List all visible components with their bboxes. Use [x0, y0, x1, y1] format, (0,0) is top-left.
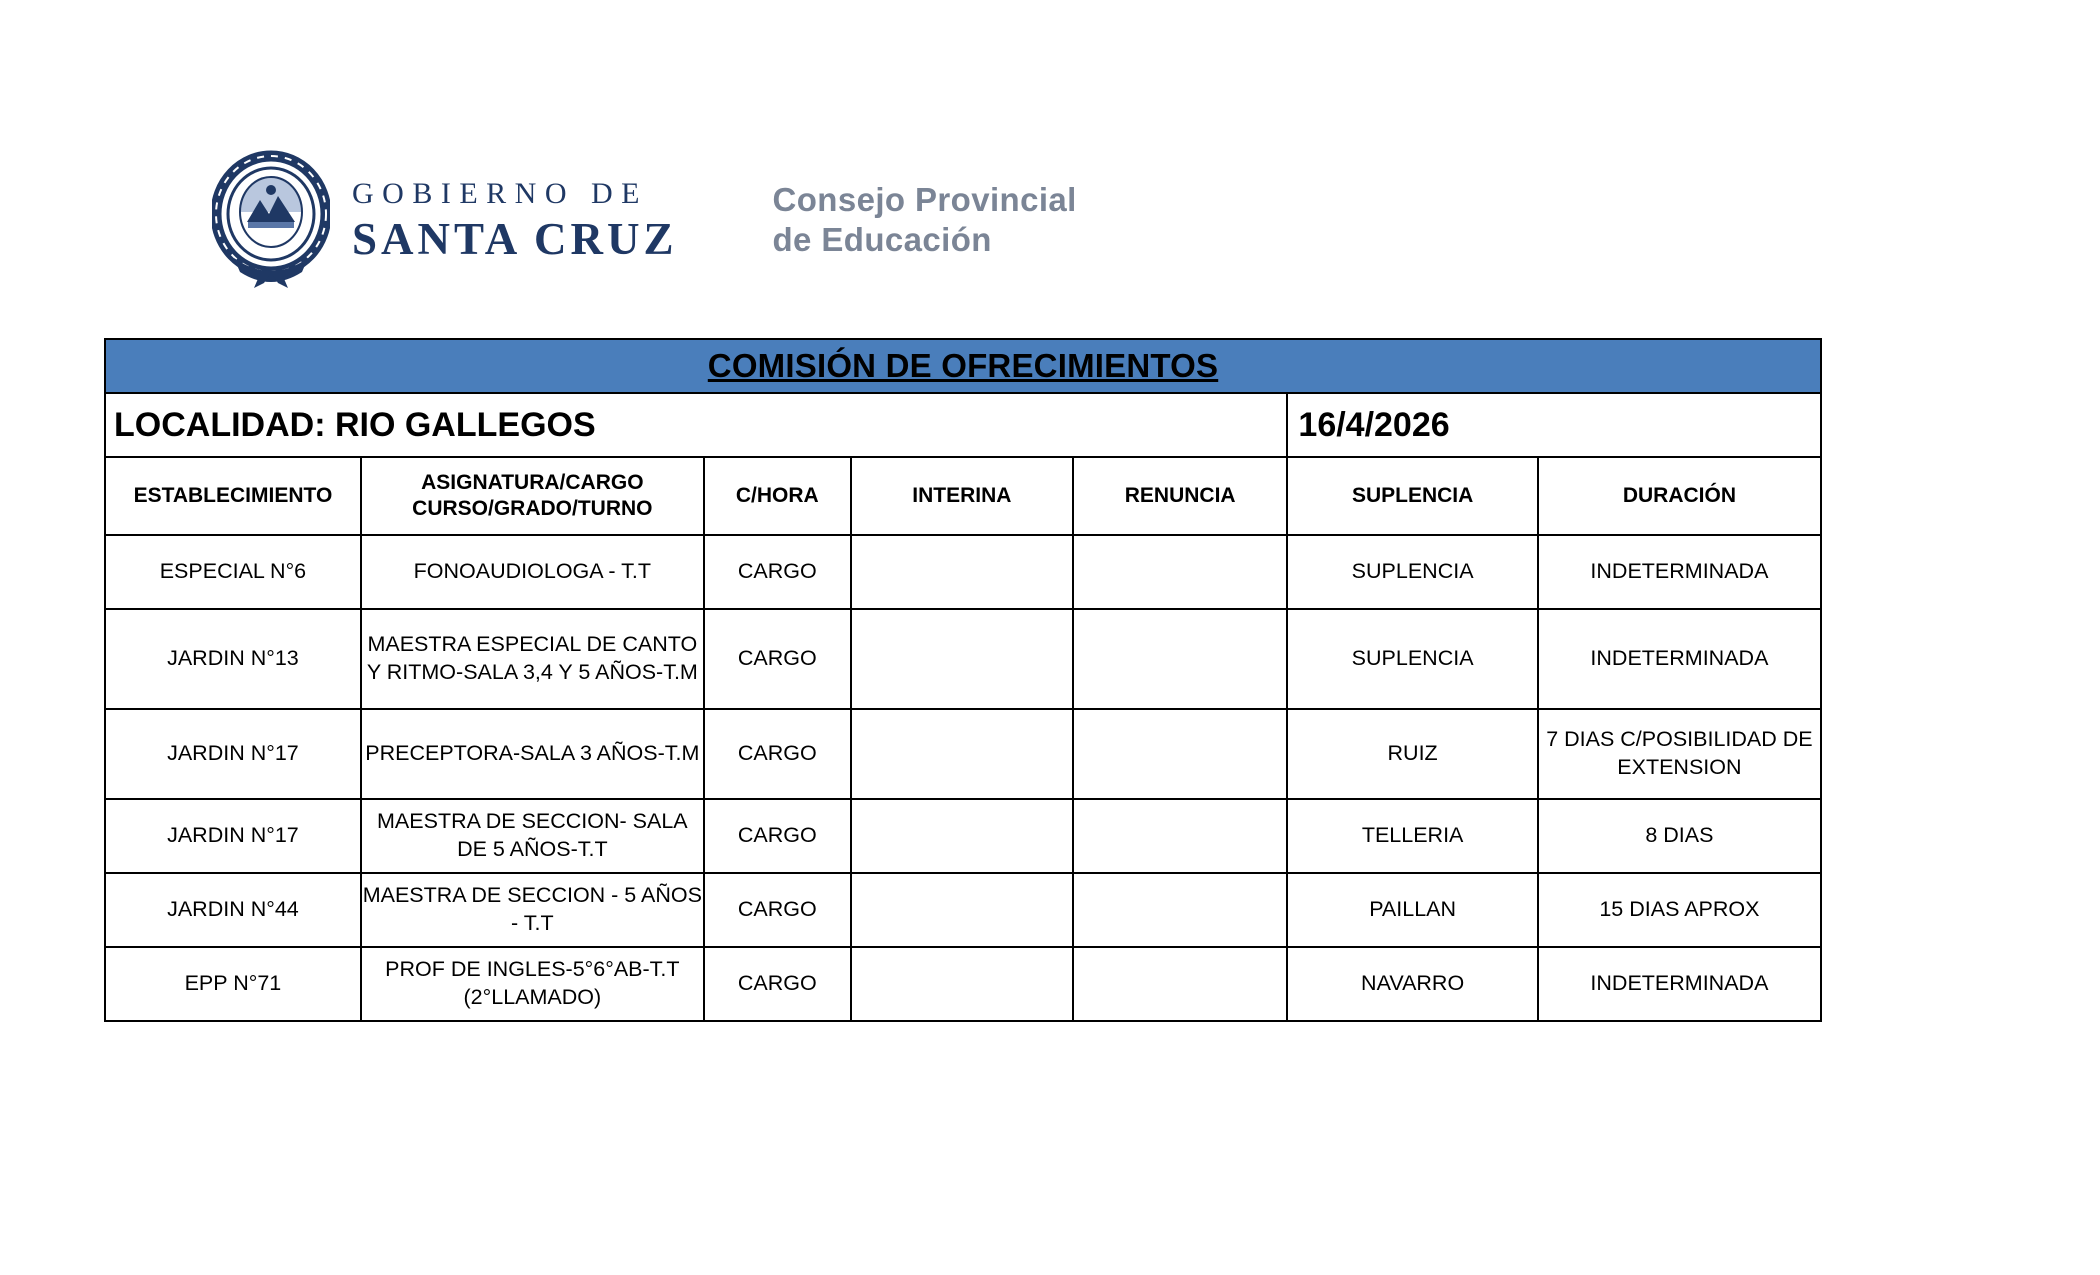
cell-chora: CARGO — [704, 799, 851, 873]
column-header-asignatura-line2: CURSO/GRADO/TURNO — [412, 497, 653, 520]
cell-asignatura: MAESTRA DE SECCION - 5 AÑOS - T.T — [361, 873, 704, 947]
column-header-interina: INTERINA — [851, 457, 1073, 535]
cell-chora: CARGO — [704, 535, 851, 609]
cell-interina — [851, 873, 1073, 947]
cell-asignatura: PRECEPTORA-SALA 3 AÑOS-T.M — [361, 709, 704, 799]
cell-duracion: INDETERMINADA — [1538, 535, 1821, 609]
column-header-duracion: DURACIÓN — [1538, 457, 1821, 535]
cell-interina — [851, 947, 1073, 1021]
table-row — [105, 535, 1821, 609]
table-row — [105, 873, 1821, 947]
cell-asignatura: MAESTRA ESPECIAL DE CANTO Y RITMO-SALA 3,4 Y 5 AÑOS-T.M — [361, 609, 704, 709]
cell-establecimiento: JARDIN N°13 — [105, 609, 361, 709]
cell-establecimiento: JARDIN N°44 — [105, 873, 361, 947]
table-row — [105, 799, 1821, 873]
santa-cruz-coat-of-arms-icon — [212, 150, 330, 290]
cell-suplencia: SUPLENCIA — [1287, 609, 1537, 709]
column-header-renuncia: RENUNCIA — [1073, 457, 1287, 535]
cell-chora: CARGO — [704, 947, 851, 1021]
cell-interina — [851, 535, 1073, 609]
cell-suplencia: PAILLAN — [1287, 873, 1537, 947]
table-title: COMISIÓN DE OFRECIMIENTOS — [707, 347, 1219, 384]
cell-asignatura: PROF DE INGLES-5°6°AB-T.T (2°LLAMADO) — [361, 947, 704, 1021]
cell-chora: CARGO — [704, 709, 851, 799]
table-row — [105, 947, 1821, 1021]
document-header — [212, 150, 1077, 290]
table-row — [105, 609, 1821, 709]
cell-renuncia — [1073, 609, 1287, 709]
government-wordmark — [352, 176, 678, 264]
cell-establecimiento: JARDIN N°17 — [105, 709, 361, 799]
cell-interina — [851, 799, 1073, 873]
council-line-2: de Educación — [772, 221, 992, 258]
cell-interina — [851, 709, 1073, 799]
cell-establecimiento: EPP N°71 — [105, 947, 361, 1021]
table-header-row — [105, 457, 1821, 535]
table-title-cell — [105, 339, 1821, 393]
cell-chora: CARGO — [704, 873, 851, 947]
cell-establecimiento: JARDIN N°17 — [105, 799, 361, 873]
council-wordmark — [772, 180, 1076, 261]
column-header-establecimiento: ESTABLECIMIENTO — [105, 457, 361, 535]
column-header-asignatura — [361, 457, 704, 535]
cell-duracion: 7 DIAS C/POSIBILIDAD DE EXTENSION — [1538, 709, 1821, 799]
offerings-table — [104, 338, 1822, 1022]
cell-interina — [851, 609, 1073, 709]
gov-line-1: GOBIERNO DE — [352, 176, 648, 210]
cell-renuncia — [1073, 709, 1287, 799]
cell-suplencia: RUIZ — [1287, 709, 1537, 799]
cell-suplencia: NAVARRO — [1287, 947, 1537, 1021]
cell-duracion: INDETERMINADA — [1538, 609, 1821, 709]
cell-suplencia: TELLERIA — [1287, 799, 1537, 873]
cell-establecimiento: ESPECIAL N°6 — [105, 535, 361, 609]
cell-duracion: 15 DIAS APROX — [1538, 873, 1821, 947]
cell-asignatura: FONOAUDIOLOGA - T.T — [361, 535, 704, 609]
table-row — [105, 709, 1821, 799]
cell-suplencia: SUPLENCIA — [1287, 535, 1537, 609]
locality-row — [105, 393, 1821, 457]
column-header-asignatura-line1: ASIGNATURA/CARGO — [421, 470, 644, 494]
gov-line-2: SANTA CRUZ — [352, 213, 678, 264]
date-cell: 16/4/2026 — [1287, 393, 1821, 457]
locality-cell: LOCALIDAD: RIO GALLEGOS — [105, 393, 1287, 457]
cell-renuncia — [1073, 535, 1287, 609]
cell-renuncia — [1073, 947, 1287, 1021]
cell-duracion: INDETERMINADA — [1538, 947, 1821, 1021]
council-line-1: Consejo Provincial — [772, 180, 1077, 218]
cell-duracion: 8 DIAS — [1538, 799, 1821, 873]
column-header-suplencia: SUPLENCIA — [1287, 457, 1537, 535]
offerings-table-wrapper — [104, 338, 1822, 1022]
table-title-row — [105, 339, 1821, 393]
column-header-chora: C/HORA — [704, 457, 851, 535]
cell-asignatura: MAESTRA DE SECCION- SALA DE 5 AÑOS-T.T — [361, 799, 704, 873]
cell-renuncia — [1073, 799, 1287, 873]
cell-chora: CARGO — [704, 609, 851, 709]
cell-renuncia — [1073, 873, 1287, 947]
